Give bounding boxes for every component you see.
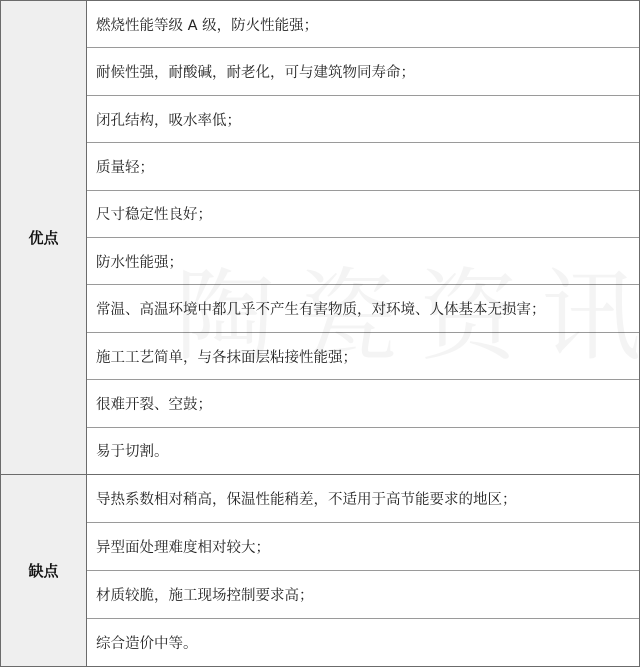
pros-item: 施工工艺简单，与各抹面层粘接性能强；: [87, 333, 639, 380]
pros-item: 防水性能强；: [87, 238, 639, 285]
pros-list: [87, 1, 639, 474]
pros-item: 易于切割。: [96, 444, 169, 461]
cons-item: 综合造价中等。: [96, 636, 198, 652]
pros-item: 闭孔结构，吸水率低；: [87, 96, 639, 143]
pros-item: 燃烧性能等级 A 级，防火性能强；: [87, 1, 639, 48]
cons-item: 材质较脆，施工现场控制要求高；: [87, 571, 639, 619]
cons-item: 导热系数相对稍高，保温性能稍差，不适用于高节能要求的地区；: [87, 475, 639, 523]
cons-item: 异型面处理难度相对较大；: [87, 523, 639, 571]
pros-item: 尺寸稳定性良好；: [87, 191, 639, 238]
pros-label: 优点: [1, 1, 87, 474]
pros-item: 质量轻；: [87, 143, 639, 190]
pros-item: 很难开裂、空鼓；: [87, 380, 639, 427]
pros-item: 耐候性强，耐酸碱，耐老化，可与建筑物同寿命；: [87, 48, 639, 95]
cons-list: [87, 474, 639, 666]
cons-label: 缺点: [1, 474, 87, 666]
pros-item: 常温、高温环境中都几乎不产生有害物质，对环境、人体基本无损害；: [87, 285, 639, 332]
